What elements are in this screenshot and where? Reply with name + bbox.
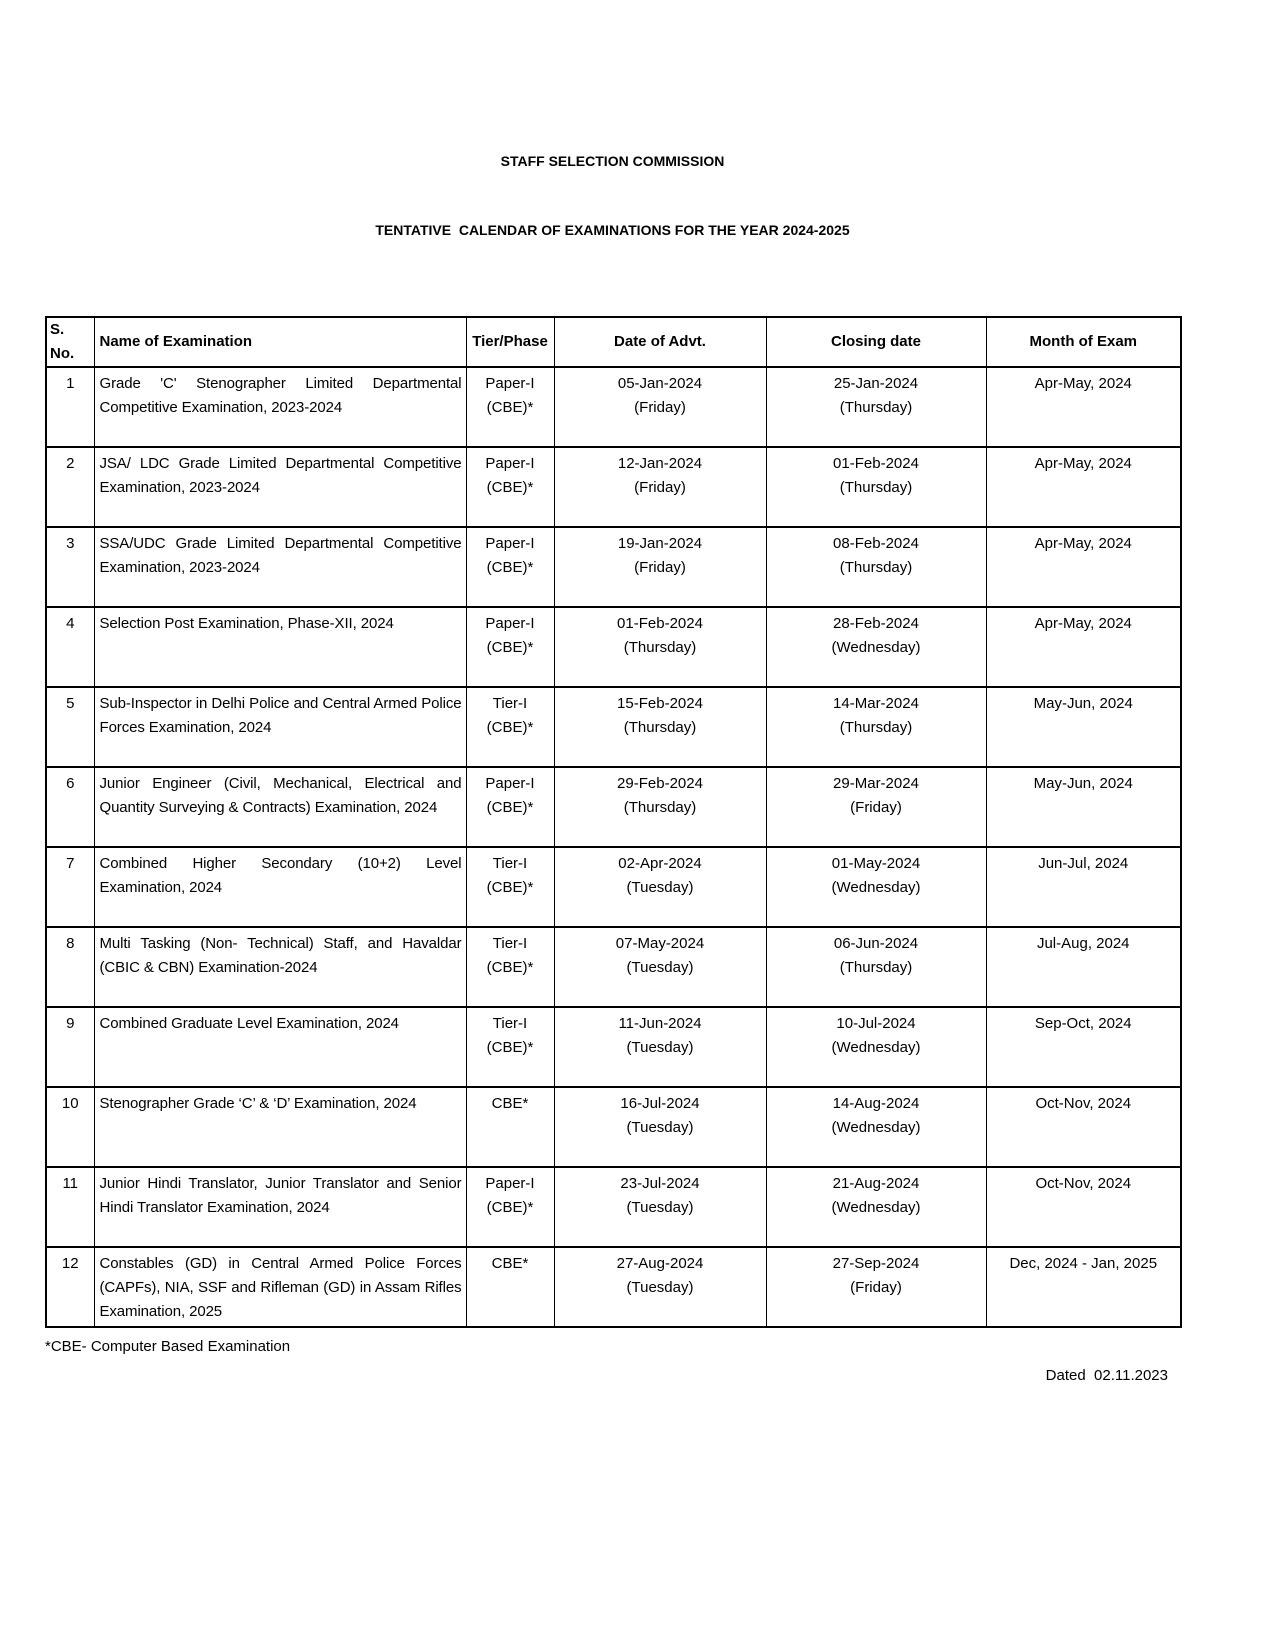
closing-date-weekday: (Thursday) xyxy=(839,959,913,976)
tier-phase-line-2: (CBE)* xyxy=(486,879,534,896)
cell-exam-name: Multi Tasking (Non- Technical) Staff, and Havaldar (CBIC & CBN) Examination-2024 xyxy=(94,927,466,1007)
cell-closing-date xyxy=(766,367,986,447)
dated-line: Dated 02.11.2023 xyxy=(1045,1367,1168,1384)
cell-exam-month: Apr-May, 2024 xyxy=(986,447,1181,527)
col-header-exam-month: Month of Exam xyxy=(986,317,1181,367)
cell-closing-date xyxy=(766,1167,986,1247)
advt-date-value: 19-Jan-2024 xyxy=(617,535,703,552)
table-row xyxy=(46,847,1181,927)
tier-phase-line-2: (CBE)* xyxy=(486,959,534,976)
closing-date-weekday: (Thursday) xyxy=(839,399,913,416)
closing-date-weekday: (Friday) xyxy=(850,1279,902,1296)
cell-exam-month: Oct-Nov, 2024 xyxy=(986,1167,1181,1247)
cell-tier-phase xyxy=(466,1167,554,1247)
tier-phase-line-2: (CBE)* xyxy=(486,479,534,496)
cell-serial-number: 8 xyxy=(46,927,94,1007)
cell-tier-phase xyxy=(466,527,554,607)
closing-date-value: 25-Jan-2024 xyxy=(833,375,919,392)
table-row xyxy=(46,367,1181,447)
cell-exam-month: Jun-Jul, 2024 xyxy=(986,847,1181,927)
tier-phase-line-1: Tier-I xyxy=(492,935,528,952)
cell-closing-date xyxy=(766,927,986,1007)
closing-date-weekday: (Thursday) xyxy=(839,559,913,576)
cell-closing-date xyxy=(766,1247,986,1327)
advt-date-weekday: (Friday) xyxy=(634,479,686,496)
table-row xyxy=(46,927,1181,1007)
cell-exam-month: May-Jun, 2024 xyxy=(986,767,1181,847)
cell-exam-name: Junior Hindi Translator, Junior Translator and Senior Hindi Translator Examination, 2024 xyxy=(94,1167,466,1247)
cell-tier-phase xyxy=(466,1007,554,1087)
col-header-sno: S. No. xyxy=(46,317,94,367)
cell-advt-date xyxy=(554,447,766,527)
closing-date-weekday: (Wednesday) xyxy=(831,1039,921,1056)
tier-phase-line-1: Paper-I xyxy=(485,375,535,392)
tier-phase-line-1: Tier-I xyxy=(492,855,528,872)
cell-serial-number: 6 xyxy=(46,767,94,847)
cell-exam-month: Apr-May, 2024 xyxy=(986,527,1181,607)
cell-tier-phase xyxy=(466,607,554,687)
tier-phase-line-1: Tier-I xyxy=(492,695,528,712)
cell-closing-date xyxy=(766,447,986,527)
advt-date-weekday: (Tuesday) xyxy=(626,959,694,976)
cell-closing-date xyxy=(766,527,986,607)
cell-exam-name: Combined Higher Secondary (10+2) Level Examination, 2024 xyxy=(94,847,466,927)
exam-table-body xyxy=(46,367,1181,1327)
tier-phase-line-2: (CBE)* xyxy=(486,799,534,816)
closing-date-value: 08-Feb-2024 xyxy=(833,535,919,552)
closing-date-value: 10-Jul-2024 xyxy=(836,1015,916,1032)
tier-phase-line-1: Tier-I xyxy=(492,1015,528,1032)
cell-exam-month: Apr-May, 2024 xyxy=(986,607,1181,687)
closing-date-value: 14-Aug-2024 xyxy=(832,1095,920,1112)
cell-serial-number: 2 xyxy=(46,447,94,527)
closing-date-value: 14-Mar-2024 xyxy=(833,695,919,712)
col-header-tier-phase: Tier/Phase xyxy=(466,317,554,367)
advt-date-value: 29-Feb-2024 xyxy=(617,775,703,792)
document-title xyxy=(45,0,1180,288)
tier-phase-line-1: Paper-I xyxy=(485,615,535,632)
tier-phase-line-1: CBE* xyxy=(491,1095,529,1112)
cell-exam-name: Constables (GD) in Central Armed Police Forces (CAPFs), NIA, SSF and Rifleman (GD) in Assam Rifles Examination, 2025 xyxy=(94,1247,466,1327)
cell-serial-number: 3 xyxy=(46,527,94,607)
advt-date-weekday: (Thursday) xyxy=(623,639,697,656)
cell-closing-date xyxy=(766,607,986,687)
advt-date-value: 11-Jun-2024 xyxy=(618,1015,702,1032)
cell-tier-phase xyxy=(466,1087,554,1167)
cell-serial-number: 7 xyxy=(46,847,94,927)
table-row xyxy=(46,1007,1181,1087)
cell-closing-date xyxy=(766,1007,986,1087)
advt-date-weekday: (Thursday) xyxy=(623,799,697,816)
table-row xyxy=(46,447,1181,527)
cell-tier-phase xyxy=(466,1247,554,1327)
advt-date-weekday: (Tuesday) xyxy=(626,879,694,896)
cell-advt-date xyxy=(554,847,766,927)
advt-date-weekday: (Thursday) xyxy=(623,719,697,736)
advt-date-value: 15-Feb-2024 xyxy=(617,695,703,712)
closing-date-value: 21-Aug-2024 xyxy=(832,1175,920,1192)
cell-exam-month: Sep-Oct, 2024 xyxy=(986,1007,1181,1087)
cell-tier-phase xyxy=(466,687,554,767)
cell-exam-name: Selection Post Examination, Phase-XII, 2024 xyxy=(94,607,466,687)
table-row xyxy=(46,1247,1181,1327)
tier-phase-line-1: Paper-I xyxy=(485,455,535,472)
cell-tier-phase xyxy=(466,767,554,847)
table-row xyxy=(46,527,1181,607)
tier-phase-line-2: (CBE)* xyxy=(486,639,534,656)
cell-advt-date xyxy=(554,1087,766,1167)
cell-advt-date xyxy=(554,367,766,447)
advt-date-value: 12-Jan-2024 xyxy=(617,455,703,472)
cell-advt-date xyxy=(554,1247,766,1327)
table-row xyxy=(46,767,1181,847)
advt-date-value: 01-Feb-2024 xyxy=(617,615,703,632)
advt-date-weekday: (Tuesday) xyxy=(626,1119,694,1136)
closing-date-weekday: (Wednesday) xyxy=(831,1199,921,1216)
table-row xyxy=(46,687,1181,767)
cell-exam-month: Oct-Nov, 2024 xyxy=(986,1087,1181,1167)
cell-exam-name: JSA/ LDC Grade Limited Departmental Competitive Examination, 2023-2024 xyxy=(94,447,466,527)
cell-exam-name: SSA/UDC Grade Limited Departmental Competitive Examination, 2023-2024 xyxy=(94,527,466,607)
closing-date-weekday: (Wednesday) xyxy=(831,639,921,656)
closing-date-weekday: (Thursday) xyxy=(839,479,913,496)
col-header-closing-date: Closing date xyxy=(766,317,986,367)
cell-advt-date xyxy=(554,927,766,1007)
cell-closing-date xyxy=(766,847,986,927)
cell-exam-month: Apr-May, 2024 xyxy=(986,367,1181,447)
advt-date-value: 27-Aug-2024 xyxy=(616,1255,704,1272)
cell-tier-phase xyxy=(466,447,554,527)
title-line-1: STAFF SELECTION COMMISSION xyxy=(500,153,725,169)
closing-date-value: 01-May-2024 xyxy=(831,855,921,872)
col-header-exam-name: Name of Examination xyxy=(94,317,466,367)
tier-phase-line-1: Paper-I xyxy=(485,1175,535,1192)
cell-tier-phase xyxy=(466,847,554,927)
tier-phase-line-2: (CBE)* xyxy=(486,1039,534,1056)
cell-exam-name: Sub-Inspector in Delhi Police and Central Armed Police Forces Examination, 2024 xyxy=(94,687,466,767)
cell-serial-number: 1 xyxy=(46,367,94,447)
table-row xyxy=(46,1167,1181,1247)
table-row xyxy=(46,607,1181,687)
cell-exam-month: Jul-Aug, 2024 xyxy=(986,927,1181,1007)
closing-date-weekday: (Friday) xyxy=(850,799,902,816)
cell-advt-date xyxy=(554,527,766,607)
tier-phase-line-2: (CBE)* xyxy=(486,719,534,736)
advt-date-weekday: (Tuesday) xyxy=(626,1039,694,1056)
table-row xyxy=(46,1087,1181,1167)
advt-date-value: 16-Jul-2024 xyxy=(620,1095,700,1112)
closing-date-weekday: (Wednesday) xyxy=(831,879,921,896)
cell-advt-date xyxy=(554,1167,766,1247)
cell-serial-number: 4 xyxy=(46,607,94,687)
cell-exam-name: Junior Engineer (Civil, Mechanical, Electrical and Quantity Surveying & Contracts) Examination, 2024 xyxy=(94,767,466,847)
cell-exam-month: May-Jun, 2024 xyxy=(986,687,1181,767)
tier-phase-line-1: Paper-I xyxy=(485,535,535,552)
advt-date-value: 02-Apr-2024 xyxy=(618,855,702,872)
cell-closing-date xyxy=(766,687,986,767)
col-header-advt-date: Date of Advt. xyxy=(554,317,766,367)
closing-date-weekday: (Thursday) xyxy=(839,719,913,736)
advt-date-value: 05-Jan-2024 xyxy=(617,375,703,392)
cell-exam-name: Stenographer Grade ‘C’ & ‘D’ Examination, 2024 xyxy=(94,1087,466,1167)
advt-date-weekday: (Tuesday) xyxy=(626,1199,694,1216)
tier-phase-line-1: CBE* xyxy=(491,1255,529,1272)
cell-tier-phase xyxy=(466,927,554,1007)
closing-date-value: 27-Sep-2024 xyxy=(832,1255,920,1272)
cell-closing-date xyxy=(766,767,986,847)
exam-calendar-table xyxy=(45,316,1182,1328)
closing-date-value: 29-Mar-2024 xyxy=(833,775,919,792)
cbe-footnote: *CBE- Computer Based Examination xyxy=(45,1338,291,1355)
cell-tier-phase xyxy=(466,367,554,447)
cell-advt-date xyxy=(554,687,766,767)
cell-exam-name: Combined Graduate Level Examination, 2024 xyxy=(94,1007,466,1087)
cell-exam-name: Grade 'C' Stenographer Limited Departmental Competitive Examination, 2023-2024 xyxy=(94,367,466,447)
closing-date-value: 01-Feb-2024 xyxy=(833,455,919,472)
cell-serial-number: 10 xyxy=(46,1087,94,1167)
advt-date-weekday: (Friday) xyxy=(634,559,686,576)
tier-phase-line-2: (CBE)* xyxy=(486,1199,534,1216)
cell-closing-date xyxy=(766,1087,986,1167)
cell-serial-number: 5 xyxy=(46,687,94,767)
advt-date-weekday: (Tuesday) xyxy=(626,1279,694,1296)
cell-serial-number: 12 xyxy=(46,1247,94,1327)
cell-advt-date xyxy=(554,1007,766,1087)
tier-phase-line-2: (CBE)* xyxy=(486,559,534,576)
cell-exam-month: Dec, 2024 - Jan, 2025 xyxy=(986,1247,1181,1327)
closing-date-value: 06-Jun-2024 xyxy=(833,935,919,952)
cell-serial-number: 9 xyxy=(46,1007,94,1087)
tier-phase-line-2: (CBE)* xyxy=(486,399,534,416)
tier-phase-line-1: Paper-I xyxy=(485,775,535,792)
advt-date-value: 23-Jul-2024 xyxy=(620,1175,700,1192)
closing-date-weekday: (Wednesday) xyxy=(831,1119,921,1136)
advt-date-value: 07-May-2024 xyxy=(615,935,705,952)
cell-advt-date xyxy=(554,767,766,847)
table-header-row xyxy=(46,317,1181,367)
cell-serial-number: 11 xyxy=(46,1167,94,1247)
cell-advt-date xyxy=(554,607,766,687)
advt-date-weekday: (Friday) xyxy=(634,399,686,416)
closing-date-value: 28-Feb-2024 xyxy=(833,615,919,632)
title-line-2: TENTATIVE CALENDAR OF EXAMINATIONS FOR THE YEAR 2024-2025 xyxy=(375,222,850,238)
